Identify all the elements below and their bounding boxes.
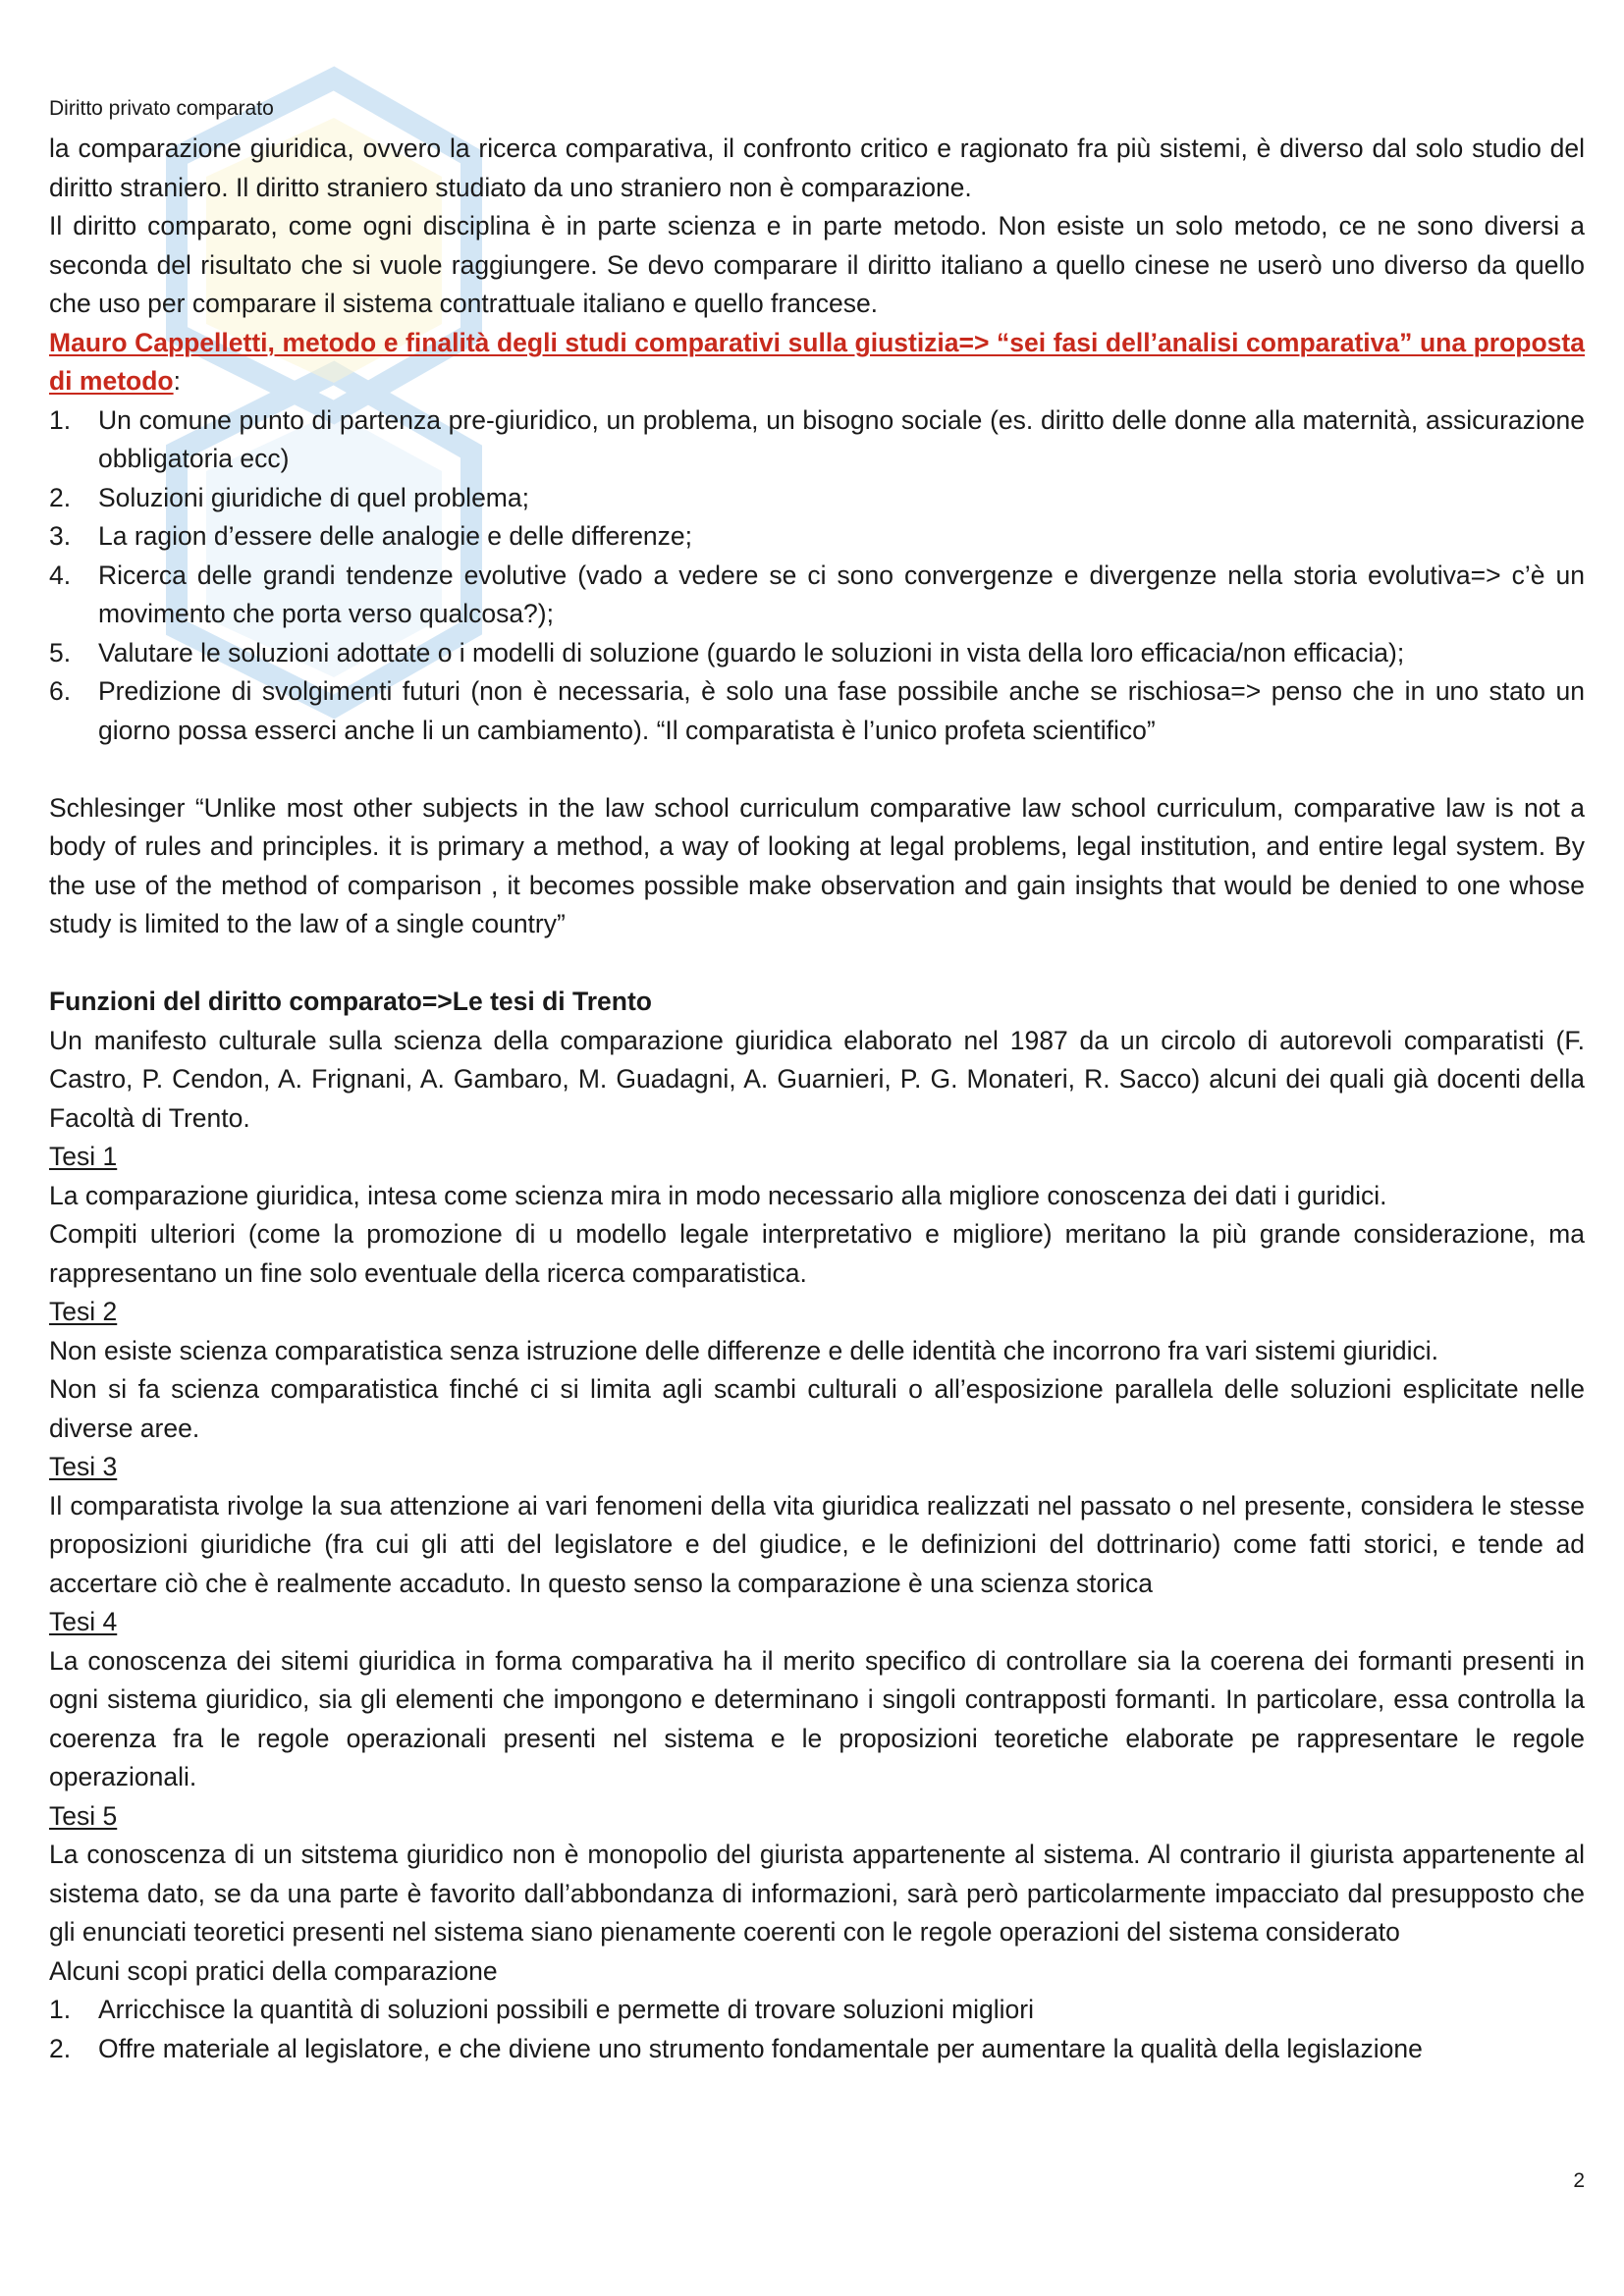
list-item	[49, 672, 1585, 750]
blank-line	[49, 750, 1585, 789]
list-item	[49, 479, 1585, 518]
list-item-number: 4.	[49, 560, 72, 590]
tesi-3-label: Tesi 3	[49, 1452, 118, 1481]
list-item-text: Ricerca delle grandi tendenze evolutive (vado a vedere se ci sono convergenze e divergenze nella storia evolutiva=> c’è un movimento che porta verso qualcosa?);	[98, 560, 1585, 628]
list-item-number: 2.	[49, 2033, 72, 2063]
running-header: Diritto privato comparato	[49, 97, 274, 120]
list-item	[49, 2030, 1585, 2069]
document-body	[49, 130, 1585, 2068]
tesi-3-paragraph: Il comparatista rivolge la sua attenzione ai vari fenomeni della vita giuridica realizzati nel passato o nel presente, considera le stesse proposizioni giuridiche (fra cui gli atti del legislatore e del giudice, e le definizioni del dottrinario) come fatti storici, e tende ad accertare ciò che è realmente accaduto. In questo senso la comparazione è una scienza storica	[49, 1490, 1585, 1598]
trento-heading: Funzioni del diritto comparato=>Le tesi di Trento	[49, 987, 652, 1016]
tesi-2-paragraph: Non esiste scienza comparatistica senza istruzione delle differenze e delle identità che incorrono fra vari sistemi giuridici.	[49, 1335, 1439, 1365]
list-item-number: 6.	[49, 676, 72, 706]
list-item-number: 2.	[49, 482, 72, 512]
list-item	[49, 1991, 1585, 2030]
list-item-number: 1.	[49, 404, 72, 435]
scopi-heading: Alcuni scopi pratici della comparazione	[49, 1955, 498, 1986]
list-item-text: Arricchisce la quantità di soluzioni possibili e permette di trovare soluzioni migliori	[98, 1995, 1034, 2024]
phases-list	[49, 401, 1585, 751]
tesi-2-paragraph: Non si fa scienza comparatistica finché ci si limita agli scambi culturali o all’esposizione parallela delle soluzioni esplicitate nelle diverse aree.	[49, 1374, 1585, 1443]
list-item-text: Un comune punto di partenza pre-giuridico, un problema, un bisogno sociale (es. diritto delle donne alla maternità, assicurazione obbligatoria ecc)	[98, 404, 1585, 473]
tesi-5-label: Tesi 5	[49, 1800, 118, 1831]
tesi-4-label: Tesi 4	[49, 1607, 118, 1636]
scopi-list	[49, 1991, 1585, 2068]
trento-intro: Un manifesto culturale sulla scienza della comparazione giuridica elaborato nel 1987 da un circolo di autorevoli comparatisti (F. Castro, P. Cendon, A. Frignani, A. Gambaro, M. Guadagni, A. Guarnieri, P. G. Monateri, R. Sacco) alcuni dei quali già docenti della Facoltà di Trento.	[49, 1025, 1585, 1133]
document-page	[49, 96, 1585, 2068]
tesi-1-label: Tesi 1	[49, 1142, 118, 1171]
list-item-number: 3.	[49, 521, 72, 551]
tesi-1-paragraph: La comparazione giuridica, intesa come scienza mira in modo necessario alla migliore conoscenza dei dati i guridici.	[49, 1180, 1387, 1210]
cappelletti-heading: Mauro Cappelletti, metodo e finalità degli studi comparativi sulla giustizia=> “sei fasi dell’analisi comparativa” una proposta di metodo	[49, 327, 1585, 396]
tesi-5-paragraph: La conoscenza di un sitstema giuridico non è monopolio del giurista appartenente al sistema. Al contrario il giurista appartenente al sistema dato, se da una parte è favorito dall’abbondanza di informazioni, sarà però particolarmente impacciato dal presupposto che gli enunciati teoretici presenti nel sistema siano pienamente coerenti con le regole operazioni del sistema considerato	[49, 1840, 1585, 1947]
list-item-text: Offre materiale al legislatore, e che diviene uno strumento fondamentale per aumentare la qualità della legislazione	[98, 2033, 1423, 2063]
page-number: 2	[1573, 2169, 1585, 2192]
tesi-4-paragraph: La conoscenza dei sitemi giuridica in forma comparativa ha il merito specifico di controllare sia la coerena dei formanti presenti in ogni sistema giuridico, sia gli elementi che impongono e determinano i singoli contrapposti formanti. In particolare, essa controlla la coerenza fra le regole operazionali presenti nel sistema e le proposizioni teoretiche elaborate pe rappresentare le regole operazionali.	[49, 1645, 1585, 1791]
list-item	[49, 557, 1585, 634]
list-item-text: Valutare le soluzioni adottate o i modelli di soluzione (guardo le soluzioni in vista della loro efficacia/non efficacia);	[98, 637, 1405, 667]
tesi-2-label: Tesi 2	[49, 1297, 118, 1326]
cappelletti-heading-line	[49, 324, 1585, 401]
list-item-number: 5.	[49, 637, 72, 667]
schlesinger-quote: Schlesinger “Unlike most other subjects in the law school curriculum comparative law school curriculum, comparative law is not a body of rules and principles. it is primary a method, a way of looking at legal problems, legal institution, and entire legal system. By the use of the method of comparison , it becomes possible make observation and gain insights that would be denied to one whose study is limited to the law of a single country”	[49, 792, 1585, 938]
list-item-text: Predizione di svolgimenti futuri (non è necessaria, è solo una fase possibile anche se rischiosa=> penso che in uno stato un giorno possa esserci anche li un cambiamento). “Il comparatista è l’unico profeta scientifico”	[98, 676, 1585, 745]
list-item-number: 1.	[49, 1995, 72, 2024]
intro-paragraph-2: Il diritto comparato, come ogni disciplina è in parte scienza e in parte metodo. Non esiste un solo metodo, ce ne sono diversi a seconda del risultato che si vuole raggiungere. Se devo comparare il diritto italiano a quello cinese ne userò uno diverso da quello che uso per comparare il sistema contrattuale italiano e quello francese.	[49, 211, 1585, 318]
cappelletti-heading-colon: :	[173, 366, 181, 396]
list-item	[49, 517, 1585, 557]
list-item-text: La ragion d’essere delle analogie e delle differenze;	[98, 521, 693, 551]
intro-paragraph-1: la comparazione giuridica, ovvero la ricerca comparativa, il confronto critico e ragionato fra più sistemi, è diverso dal solo studio del diritto straniero. Il diritto straniero studiato da uno straniero non è comparazione.	[49, 133, 1585, 202]
tesi-1-paragraph: Compiti ulteriori (come la promozione di u modello legale interpretativo e migliore) meritano la più grande considerazione, ma rappresentano un fine solo eventuale della ricerca comparatistica.	[49, 1219, 1585, 1288]
blank-line	[49, 944, 1585, 984]
list-item	[49, 401, 1585, 479]
list-item-text: Soluzioni giuridiche di quel problema;	[98, 482, 529, 512]
list-item	[49, 634, 1585, 673]
